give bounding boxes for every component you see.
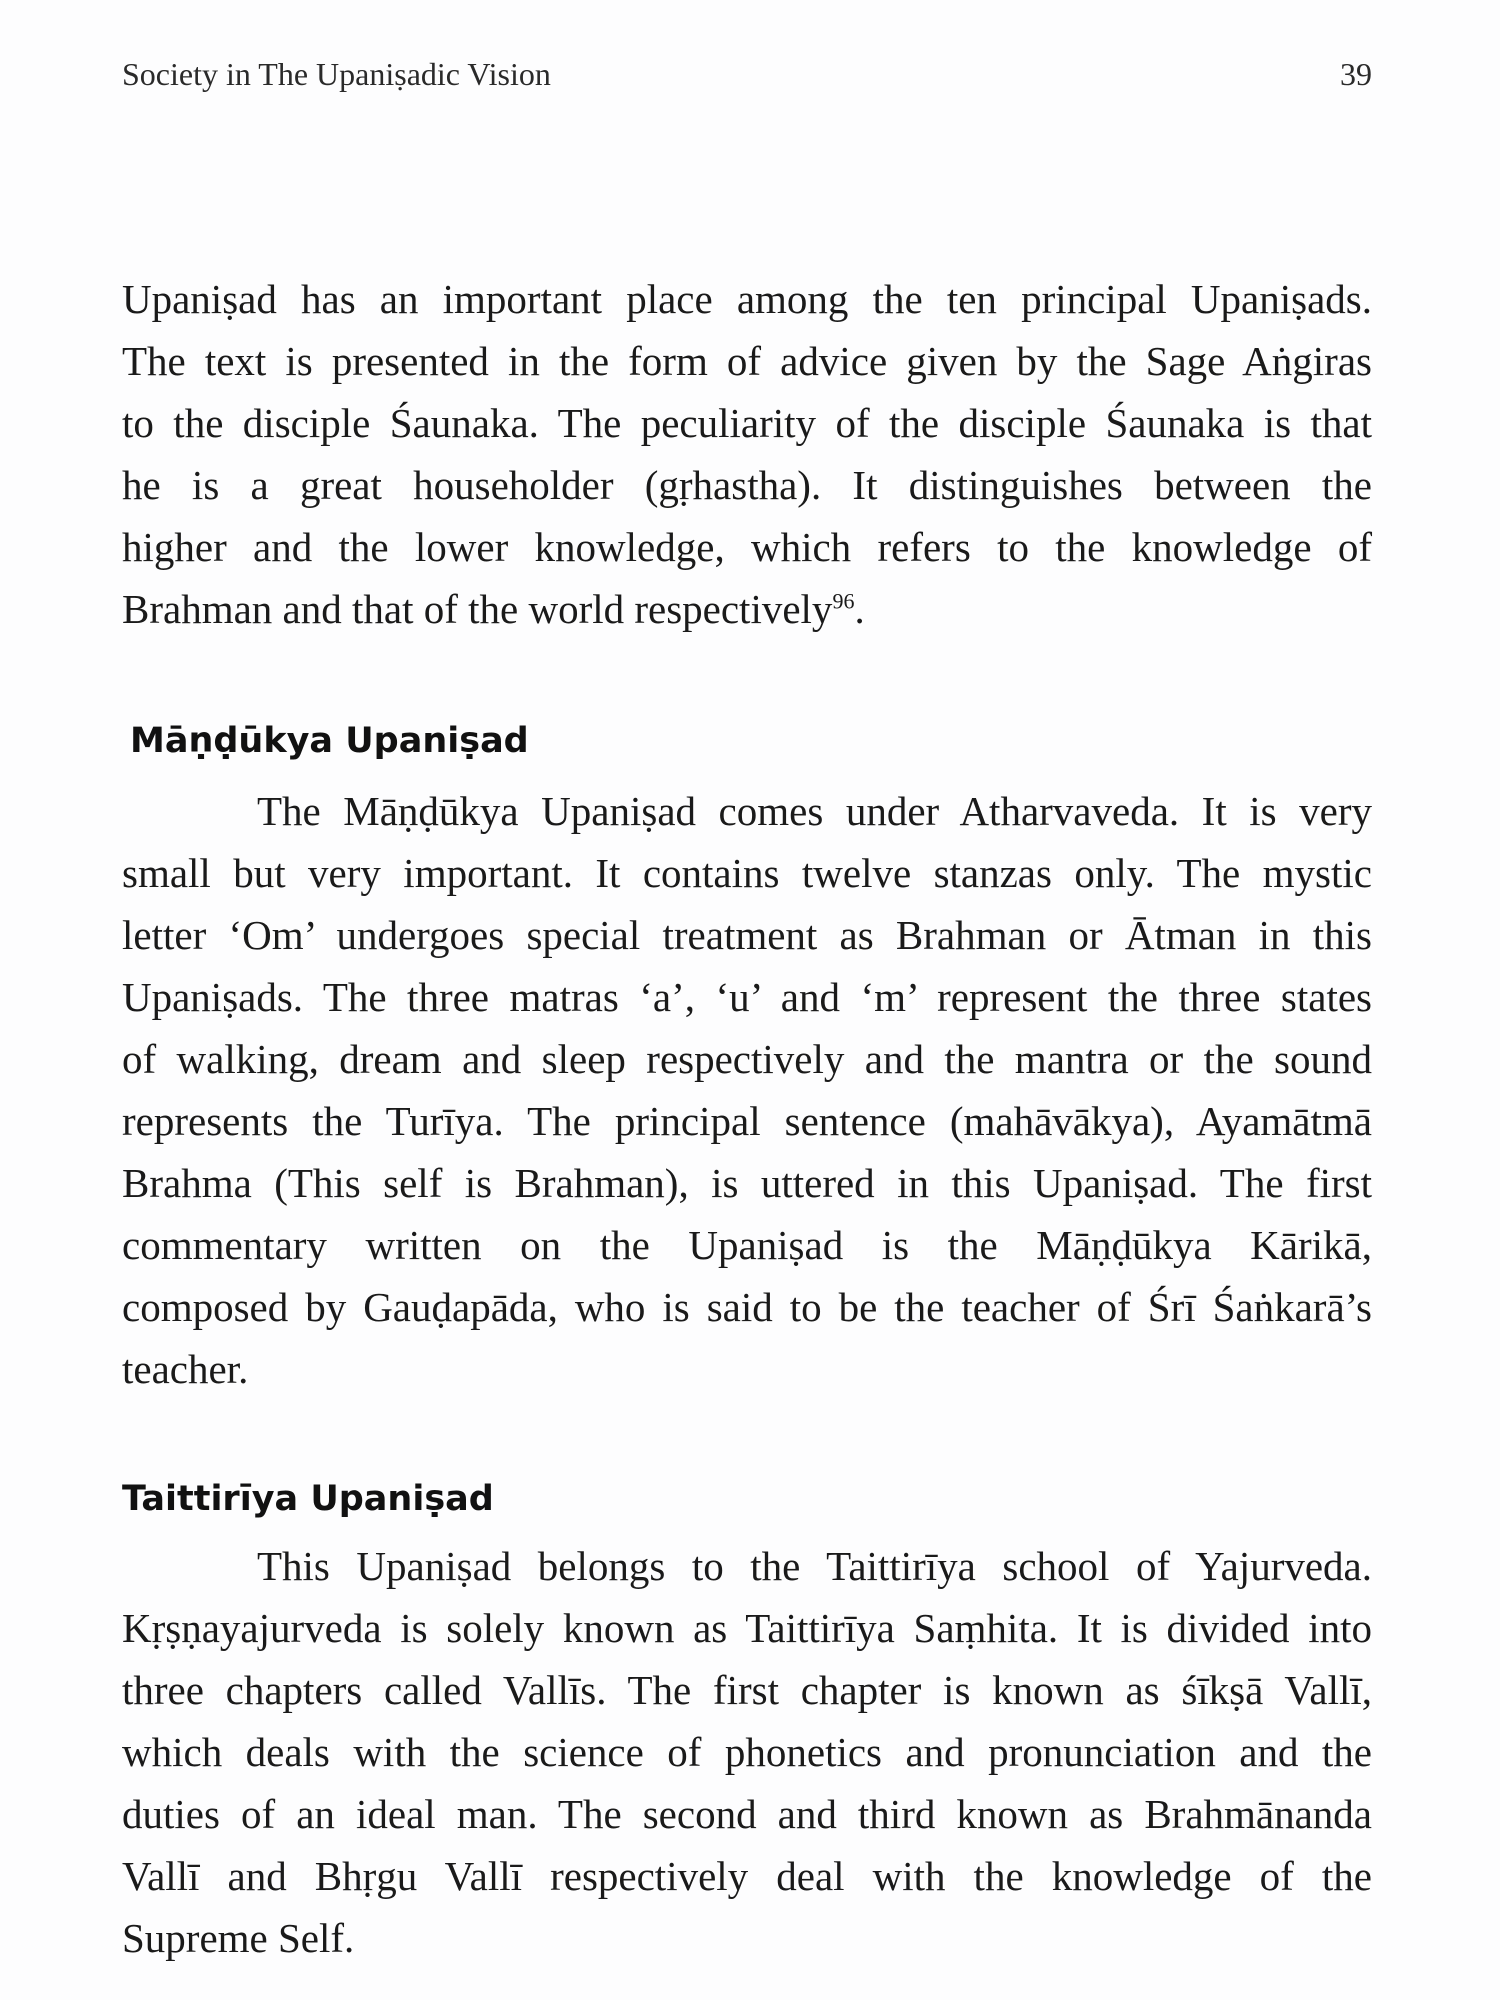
text-line: teacher. (122, 1346, 249, 1392)
text-line: The text is presented in the form of advice given by the Sage Aṅgiras (122, 338, 1372, 384)
text-line: three chapters called Vallīs. The first chapter is known as śīkṣā Vallī, (122, 1667, 1372, 1713)
text-line: of walking, dream and sleep respectively and the mantra or the sound (122, 1036, 1372, 1082)
text-line: to the disciple Śaunaka. The peculiarity of the disciple Śaunaka is that (122, 400, 1372, 446)
text-line: Kṛṣṇayajurveda is solely known as Taittirīya Saṃhita. It is divided into (122, 1605, 1372, 1651)
running-header-title: Society in The Upaniṣadic Vision (122, 56, 551, 92)
footnote-ref: 96 (832, 588, 855, 614)
text-line: Vallī and Bhṛgu Vallī respectively deal with the knowledge of the (122, 1853, 1372, 1899)
text-line: small but very important. It contains twelve stanzas only. The mystic (122, 850, 1372, 896)
text-line: This Upaniṣad belongs to the Taittirīya school of Yajurveda. (257, 1543, 1372, 1589)
text-line: higher and the lower knowledge, which refers to the knowledge of (122, 524, 1372, 570)
section-heading-taittiriya: Taittirīya Upaniṣad (122, 1479, 494, 1519)
text-line: The Māṇḍūkya Upaniṣad comes under Atharvaveda. It is very (257, 788, 1372, 834)
paragraph-intro (122, 268, 1372, 640)
text-line: commentary written on the Upaniṣad is the Māṇḍūkya Kārikā, (122, 1222, 1372, 1268)
section-heading-mandukya: Māṇḍūkya Upaniṣad (130, 721, 529, 761)
text-line: letter ‘Om’ undergoes special treatment as Brahman or Ātman in this (122, 912, 1372, 958)
text-line: Brahma (This self is Brahman), is uttered in this Upaniṣad. The first (122, 1160, 1372, 1206)
text-line: he is a great householder (gṛhastha). It distinguishes between the (122, 462, 1372, 508)
text-line: represents the Turīya. The principal sentence (mahāvākya), Ayamātmā (122, 1098, 1372, 1144)
text-line: duties of an ideal man. The second and third known as Brahmānanda (122, 1791, 1372, 1837)
text-line: composed by Gauḍapāda, who is said to be the teacher of Śrī Śaṅkarā’s (122, 1284, 1372, 1330)
paragraph-mandukya (122, 780, 1372, 1400)
sentence-end: . (854, 586, 865, 632)
paragraph-taittiriya (122, 1535, 1372, 1969)
text-line: which deals with the science of phonetics and pronunciation and the (122, 1729, 1372, 1775)
text-line: Upaniṣad has an important place among the ten principal Upaniṣads. (122, 276, 1372, 322)
page-number: 39 (1340, 56, 1372, 92)
text-line-last (122, 578, 1372, 640)
text-line: Brahman and that of the world respectively (122, 586, 833, 632)
text-line: Supreme Self. (122, 1915, 355, 1961)
text-line: Upaniṣads. The three matras ‘a’, ‘u’ and ‘m’ represent the three states (122, 974, 1372, 1020)
